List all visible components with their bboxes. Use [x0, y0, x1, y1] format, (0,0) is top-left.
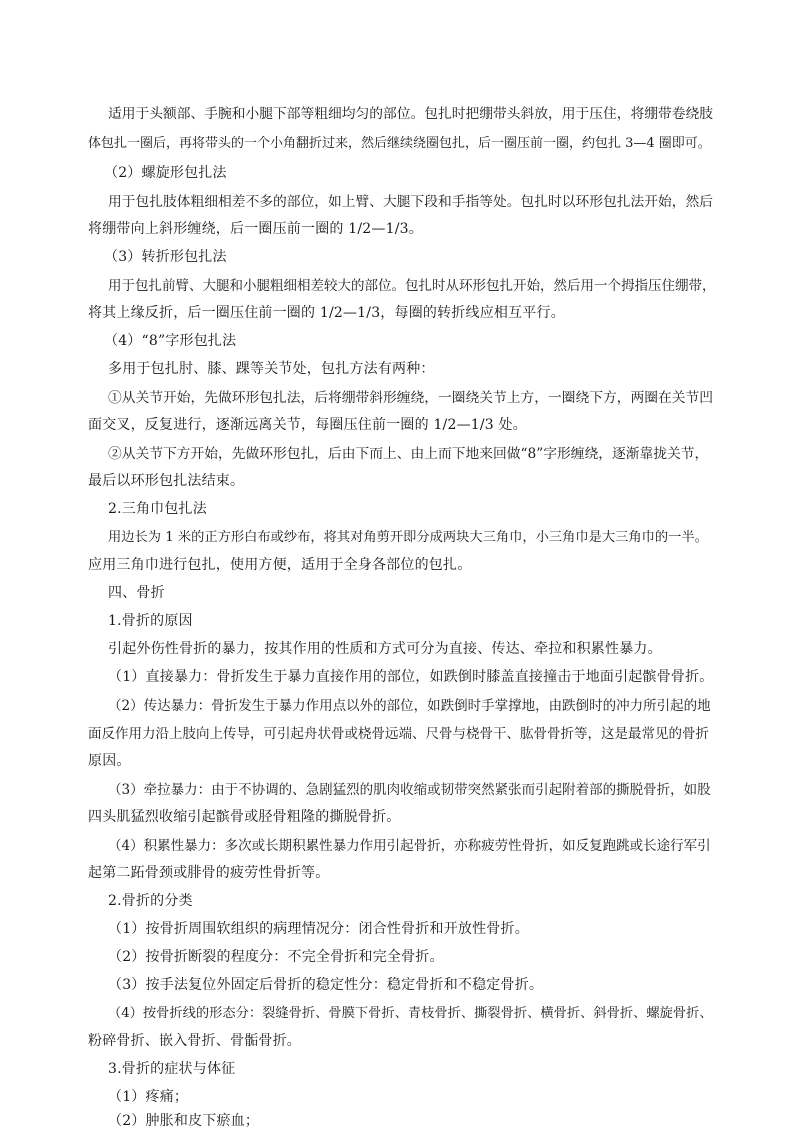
section-heading: （4）“8”字形包扎法 — [104, 333, 237, 349]
section-heading: 1.骨折的原因 — [108, 613, 193, 629]
text-line: ①从关节开始，先做环形包扎法，后将绷带斜形缠绕，一圈绕关节上方，一圈绕下方，两圈在关节凹 — [108, 390, 714, 406]
section-heading: 2.三角巾包扎法 — [108, 501, 207, 517]
text-line: 用于包扎肢体粗细相差不多的部位，如上臂、大腿下段和手指等处。包扎时以环形包扎法开始，然后 — [108, 194, 714, 210]
text-line: 粉碎骨折、嵌入骨折、骨骺骨折。 — [88, 1033, 301, 1049]
section-heading: 2.骨折的分类 — [108, 893, 193, 909]
text-line: 将绷带向上斜形缠绕，后一圈压前一圈的 1/2—1/3。 — [88, 221, 423, 237]
text-line: 面交叉，反复进行，逐渐远离关节，每圈压住前一圈的 1/2—1/3 处。 — [88, 417, 527, 433]
text-line: （3）牵拉暴力：由于不协调的、急剧猛烈的肌肉收缩或韧带突然紧张而引起附着部的撕脱骨折，如股 — [108, 782, 711, 798]
text-line: （1）按骨折周围软组织的病理情况分：闭合性骨折和开放性骨折。 — [108, 921, 529, 937]
text-line: （4）按骨折线的形态分：裂缝骨折、骨膜下骨折、青枝骨折、撕裂骨折、横骨折、斜骨折、螺旋骨折、 — [108, 1006, 713, 1021]
section-heading: （2）螺旋形包扎法 — [104, 165, 227, 181]
text-line: 应用三角巾进行包扎，使用方便，适用于全身各部位的包扎。 — [88, 557, 472, 573]
text-line: （2）按骨折断裂的程度分：不完全骨折和完全骨折。 — [108, 949, 444, 965]
text-line: （1）疼痛； — [108, 1089, 189, 1105]
text-line: （2）传达暴力：骨折发生于暴力作用点以外的部位，如跌倒时手掌撑地，由跌倒时的冲力所引起的地 — [108, 698, 711, 714]
section-heading: （3）转折形包扎法 — [104, 249, 227, 265]
text-line: ②从关节下方开始，先做环形包扎，后由下而上、由上而下地来回做“8”字形缠绕，逐渐靠拢关节， — [108, 446, 709, 462]
text-line: （2）肿胀和皮下瘀血； — [108, 1113, 260, 1129]
text-line: 引起外伤性骨折的暴力，按其作用的性质和方式可分为直接、传达、牵拉和积累性暴力。 — [108, 641, 662, 657]
text-line: 起第二跖骨颈或腓骨的疲劳性骨折等。 — [88, 865, 330, 881]
text-line: （4）积累性暴力：多次或长期积累性暴力作用引起骨折，亦称疲劳性骨折，如反复跑跳或长途行军引 — [108, 838, 711, 854]
text-line: 用于包扎前臂、大腿和小腿粗细相差较大的部位。包扎时从环形包扎开始，然后用一个拇指压住绷带， — [108, 278, 716, 294]
text-line: 最后以环形包扎法结束。 — [88, 473, 245, 489]
text-line: （1）直接暴力：骨折发生于暴力直接作用的部位，如跌倒时膝盖直接撞击于地面引起髌骨骨折。 — [108, 669, 714, 685]
text-line: 用边长为 1 米的正方形白布或纱布，将其对角剪开即分成两块大三角巾，小三角巾是大三角巾的一半。 — [108, 530, 708, 545]
text-line: 适用于头额部、手腕和小腿下部等粗细均匀的部位。包扎时把绷带头斜放，用于压住，将绷带卷绕肢 — [108, 106, 714, 122]
text-line: 将其上缘反折，后一圈压住前一圈的 1/2—1/3，每圈的转折线应相互平行。 — [88, 305, 565, 321]
text-line: 多用于包扎肘、膝、踝等关节处，包扎方法有两种： — [108, 361, 435, 377]
section-heading: 3.骨折的症状与体征 — [108, 1061, 236, 1077]
text-line: 原因。 — [88, 753, 131, 769]
text-line: 面反作用力沿上肢向上传导，可引起舟状骨或桡骨远端、尺骨与桡骨干、肱骨骨折等，这是最常见的骨折 — [88, 726, 709, 742]
text-line: 四头肌猛烈收缩引起髌骨或胫骨粗隆的撕脱骨折。 — [88, 809, 401, 825]
text-line: （3）按手法复位外固定后骨折的稳定性分：稳定骨折和不稳定骨折。 — [108, 977, 544, 993]
chapter-heading: 四、骨折 — [108, 585, 165, 601]
text-line: 体包扎一圈后，再将带头的一个小角翻折过来，然后继续绕圈包扎，后一圈压前一圈，约包扎 3—4 圈即可。 — [88, 136, 711, 151]
